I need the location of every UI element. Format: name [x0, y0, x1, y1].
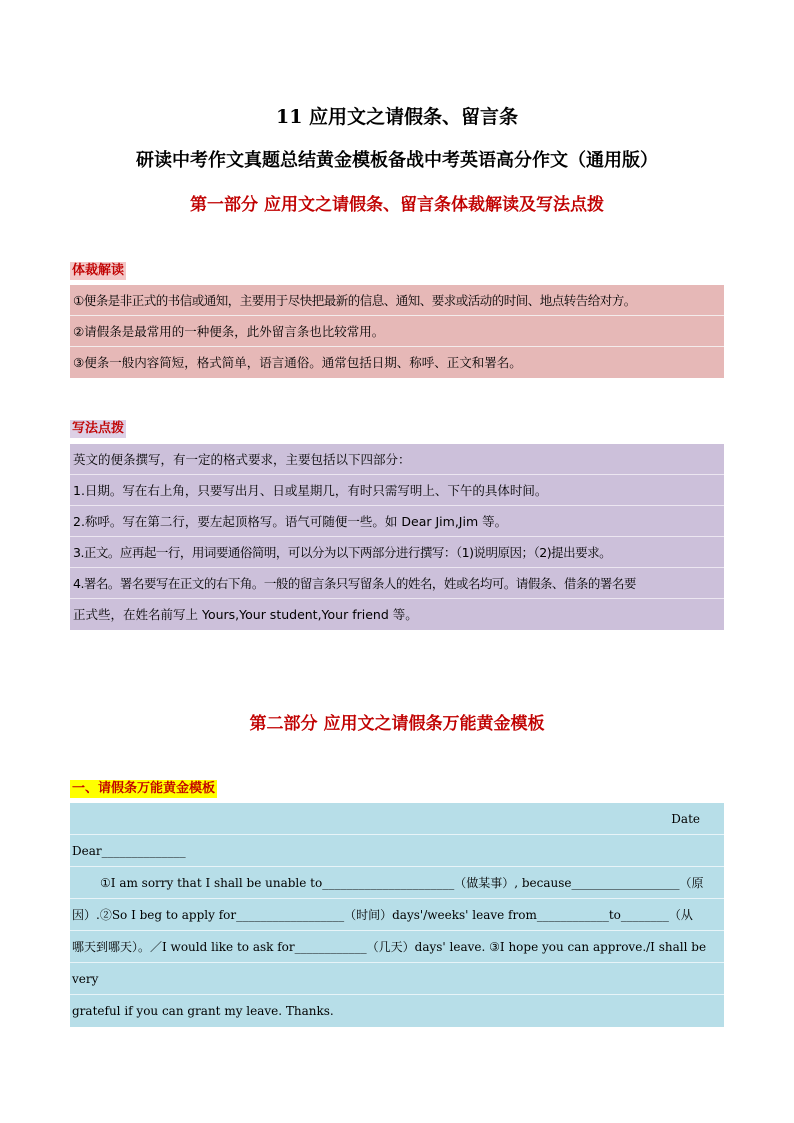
genre-line: ①便条是非正式的书信或通知，主要用于尽快把最新的信息、通知、要求或活动的时间、地点转告给对方。	[70, 285, 724, 316]
template-label: 一、请假条万能黄金模板	[72, 781, 216, 796]
genre-line: ③便条一般内容简短，格式简单，语言通俗。通常包括日期、称呼、正文和署名。	[73, 355, 522, 370]
tips-line: 1.日期。写在右上角，只要写出月、日或星期几，有时只需写明上、下午的具体时间。	[70, 475, 724, 506]
tips-line: 正式些，在姓名前写上 Yours,Your student,Your friend 等。	[73, 607, 418, 622]
genre-box	[70, 285, 724, 378]
template-line: 哪天到哪天）。／I would like to ask for____________（几天）days' leave. ③I hope you can approve./I shall be	[70, 931, 724, 963]
tips-line: 2.称呼。写在第二行，要左起顶格写。语气可随便一些。如 Dear Jim,Jim 等。	[70, 506, 724, 537]
part1-heading: 第一部分 应用文之请假条、留言条体裁解读及写法点拨	[190, 195, 604, 215]
template-line: grateful if you can grant my leave. Thanks.	[72, 1004, 334, 1018]
tips-label: 写法点拨	[72, 421, 125, 436]
genre-label: 体裁解读	[72, 263, 125, 278]
tips-box	[70, 444, 724, 630]
template-line: 因）.②So I beg to apply for__________________（时间）days'/weeks' leave from____________to________（从	[70, 899, 724, 931]
tips-line: 3.正文。应再起一行，用词要通俗简明，可以分为以下两部分进行撰写：（1)说明原因；（2)提出要求。	[70, 537, 724, 568]
page-title: 11 应用文之请假条、留言条	[275, 106, 519, 128]
template-dear: Dear______________	[70, 835, 724, 867]
genre-line: ②请假条是最常用的一种便条，此外留言条也比较常用。	[70, 316, 724, 347]
template-line: very	[70, 963, 724, 995]
template-box	[70, 803, 724, 1027]
part2-heading: 第二部分 应用文之请假条万能黄金模板	[249, 714, 545, 734]
tips-line: 英文的便条撰写，有一定的格式要求，主要包括以下四部分：	[70, 444, 724, 475]
page-subtitle: 研读中考作文真题总结黄金模板备战中考英语高分作文（通用版）	[136, 150, 658, 171]
template-date: Date	[70, 803, 724, 835]
tips-line: 4.署名。署名要写在正文的右下角。一般的留言条只写留条人的姓名，姓或名均可。请假条、借条的署名要	[70, 568, 724, 599]
template-line: ①I am sorry that I shall be unable to______________________（做某事）, because__________________（原	[70, 867, 724, 899]
